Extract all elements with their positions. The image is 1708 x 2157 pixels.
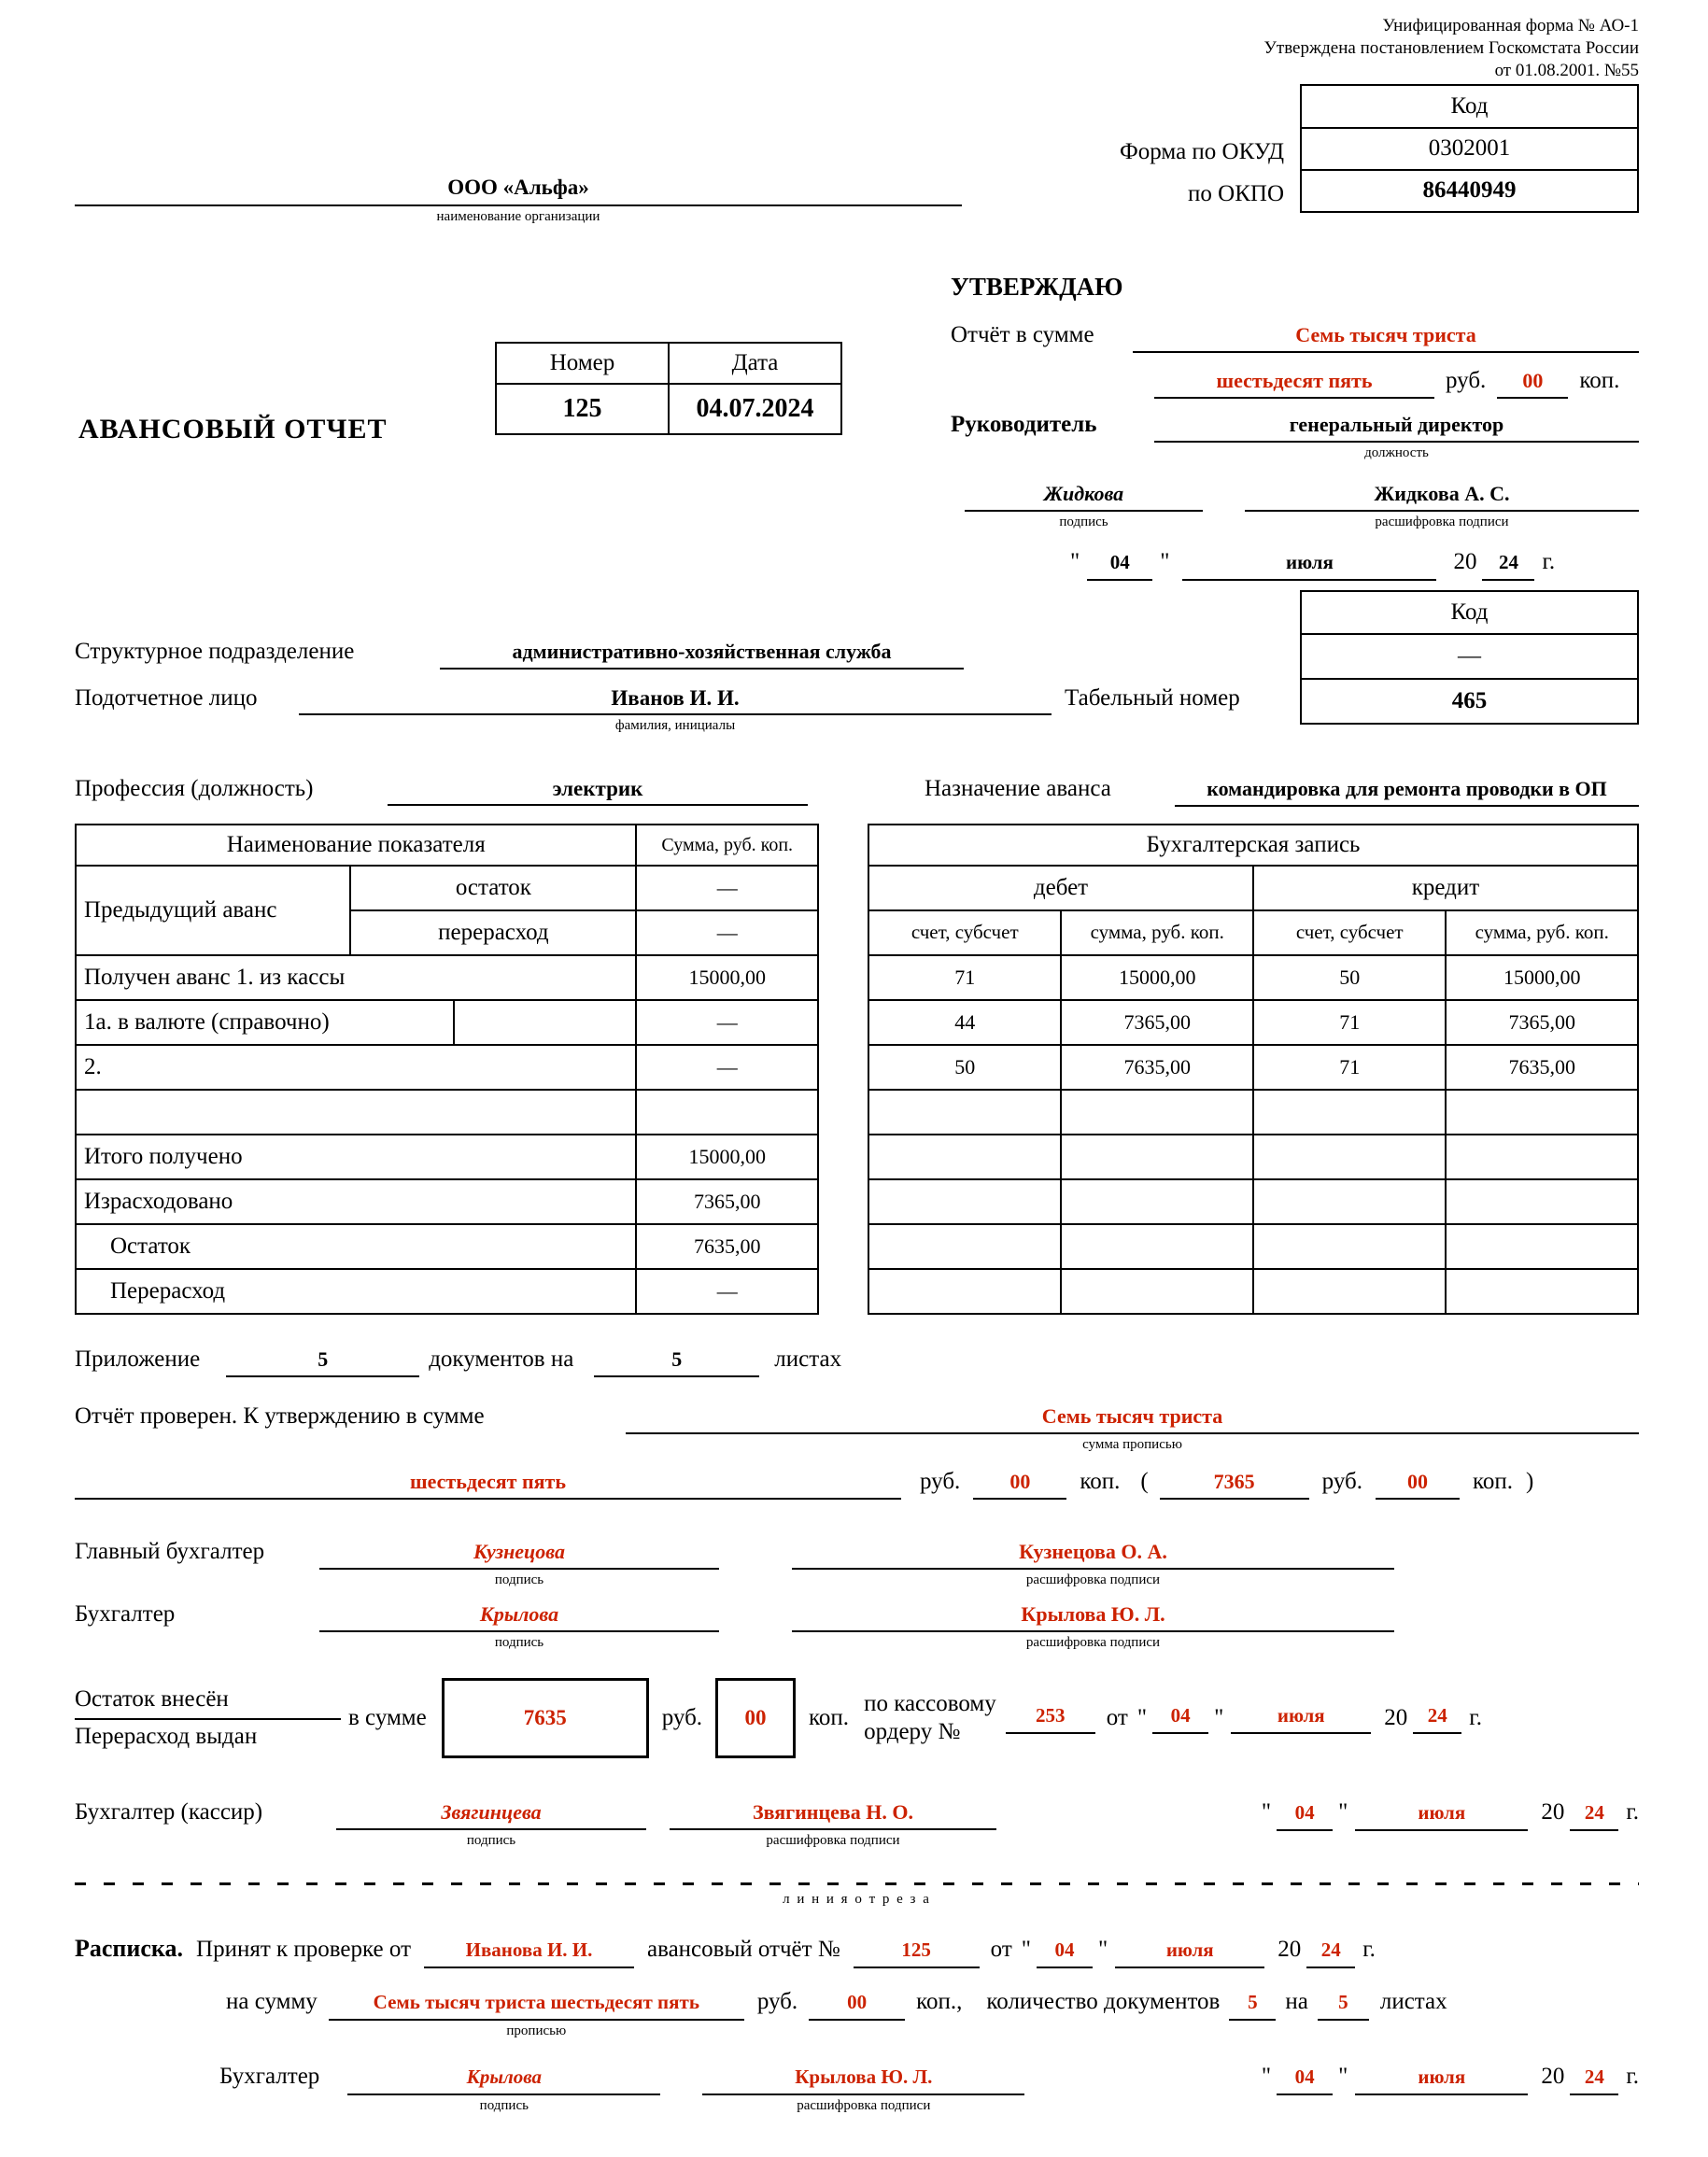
entry-row: 71 15000,00 50 15000,00 (868, 955, 1638, 1000)
okud-label: Форма по ОКУД (1120, 138, 1284, 164)
approve-month: июля (1182, 550, 1436, 581)
fullname-caption: расшифровка подписи (1025, 1634, 1161, 1650)
person-value: Иванов И. И. (299, 684, 1052, 715)
overrun-issued-label: Перерасход выдан (75, 1724, 258, 1750)
quote-mark: " (1021, 1937, 1031, 1963)
kop-label: коп. (809, 1705, 850, 1731)
cashier-day: 04 (1277, 1800, 1333, 1831)
head-position-field (1154, 412, 1639, 463)
quote-mark: " (1261, 1799, 1272, 1826)
department-label: Структурное подразделение (75, 638, 355, 664)
chief-signature-field (319, 1539, 719, 1590)
row-value: 15000,00 (636, 955, 818, 1000)
row-value: 15000,00 (636, 1135, 818, 1179)
debit-account-header: счет, субсчет (868, 910, 1061, 955)
profession-value: электрик (388, 775, 808, 806)
form-meta (75, 15, 1639, 82)
number-header: Номер (496, 343, 669, 384)
in-sum-label: в сумме (348, 1705, 427, 1731)
accountant-signature-field (319, 1601, 719, 1653)
cash-order-label (864, 1690, 996, 1746)
table-row: Перерасход (76, 1269, 636, 1314)
cash-order-label-2: ордеру № (864, 1719, 961, 1745)
cashier-line (75, 1798, 1639, 1851)
table-row: 1а. в валюте (справочно) (76, 1000, 454, 1045)
rub-label: руб. (1321, 1469, 1362, 1495)
receipt-sum-label: на сумму (226, 1989, 318, 2015)
department-line (75, 637, 964, 670)
signature-caption: подпись (466, 1833, 516, 1849)
balance-line (75, 1678, 1639, 1758)
cashier-month: июля (1355, 1800, 1528, 1831)
page-title: АВАНСОВЫЙ ОТЧЕТ (78, 413, 388, 444)
prev-rest-value: — (636, 866, 818, 910)
approve-sum-words-1: Семь тысяч триста (1133, 322, 1639, 353)
table-row: Итого получено (76, 1135, 636, 1179)
code-header: Код (1301, 85, 1638, 128)
department-value: административно-хозяйственная служба (440, 639, 964, 670)
year-prefix: 20 (1541, 2063, 1565, 2089)
cut-line-block (75, 1882, 1639, 1910)
purpose-label: Назначение аванса (925, 775, 1111, 801)
report-date: 04.07.2024 (669, 384, 841, 434)
row-value: — (636, 1000, 818, 1045)
profession-line (75, 774, 1639, 807)
cashier-fullname: Звягинцева Н. О. (670, 1799, 996, 1830)
rub-label: руб. (756, 1989, 798, 2015)
docs-label: документов на (429, 1346, 574, 1372)
chief-fullname: Кузнецова О. А. (792, 1539, 1394, 1570)
entry-row (868, 1090, 1638, 1135)
number-date-table (495, 342, 842, 435)
table-row (76, 1090, 636, 1135)
fullname-caption: расшифровка подписи (797, 2097, 931, 2113)
from-label: от (1106, 1705, 1128, 1731)
report-ref-label: авансовый отчёт № (647, 1937, 840, 1963)
cut-line (75, 1882, 1639, 1885)
fullname-caption: расшифровка подписи (766, 1833, 900, 1849)
cashier-signature: Звягинцева (336, 1799, 646, 1830)
balance-year: 24 (1413, 1703, 1461, 1734)
words-caption: прописью (506, 2023, 567, 2039)
quote-mark: " (1160, 548, 1170, 574)
paren-close: ) (1525, 1469, 1534, 1495)
balance-sum-box: 7635 (442, 1678, 649, 1758)
date-header: Дата (669, 343, 841, 384)
verified-label: Отчёт проверен. К утверждению в сумме (75, 1403, 485, 1429)
report-number: 125 (496, 384, 669, 434)
purpose-value: командировка для ремонта проводки в ОП (1175, 776, 1639, 807)
cashier-year: 24 (1570, 1800, 1618, 1831)
code-table-2 (1300, 590, 1639, 725)
receipt-sheets-count: 5 (1318, 1990, 1369, 2021)
okpo-value: 86440949 (1301, 170, 1638, 212)
okud-value: 0302001 (1301, 128, 1638, 170)
department-code: — (1301, 634, 1638, 679)
quote-mark: " (1338, 2063, 1348, 2089)
person-line (75, 684, 1302, 736)
head-signature-field (965, 481, 1203, 532)
quote-mark: " (1098, 1937, 1108, 1963)
receipt-accountant-label: Бухгалтер (219, 2063, 320, 2089)
receipt-year: 24 (1306, 1938, 1355, 1968)
chief-fullname-field (792, 1539, 1394, 1590)
advance-amounts-table (75, 824, 819, 1315)
position-caption: должность (1364, 444, 1429, 460)
entry-row (868, 1224, 1638, 1269)
kop-label: коп. (1080, 1469, 1121, 1495)
prev-advance-label: Предыдущий аванс (76, 866, 350, 955)
receipt-fullname: Крылова Ю. Л. (702, 2065, 1024, 2095)
profession-label: Профессия (должность) (75, 775, 314, 801)
receipt-acc-year: 24 (1570, 2065, 1618, 2095)
entry-row (868, 1269, 1638, 1314)
amounts-sum-header: Сумма, руб. коп. (636, 825, 818, 866)
receipt-acc-month: июля (1355, 2065, 1528, 2095)
row-value: 7635,00 (636, 1224, 818, 1269)
year-suffix: г. (1626, 2063, 1639, 2089)
sheets-label: листах (1379, 1989, 1447, 2015)
accountant-fullname-field (792, 1601, 1394, 1653)
paren-open: ( (1140, 1469, 1149, 1495)
approve-kop-value: 00 (1497, 368, 1568, 399)
signature-caption: подпись (494, 1634, 544, 1650)
head-fullname: Жидкова А. С. (1245, 481, 1639, 512)
accountant-signature: Крылова (319, 1601, 719, 1632)
accounting-entries-table (868, 824, 1639, 1315)
year-suffix: г. (1469, 1705, 1482, 1731)
receipt-month: июля (1115, 1938, 1264, 1968)
year-prefix: 20 (1277, 1937, 1302, 1963)
meta-line-1: Унифицированная форма № АО-1 (1382, 16, 1639, 35)
signature-caption: подпись (494, 1572, 544, 1588)
kop-label: коп. (1579, 367, 1620, 393)
year-prefix: 20 (1384, 1705, 1408, 1731)
receipt-signature-field (347, 2065, 660, 2116)
quote-mark: " (1070, 548, 1080, 574)
verified-sum-words-field (626, 1403, 1639, 1455)
organization-name: ООО «Альфа» (75, 174, 962, 206)
entry-row: 44 7365,00 71 7365,00 (868, 1000, 1638, 1045)
tab-number-value: 465 (1301, 679, 1638, 724)
accountant-line (75, 1600, 1639, 1653)
receipt-report-number: 125 (854, 1938, 980, 1968)
okpo-label: по ОКПО (1188, 180, 1284, 206)
entry-row (868, 1135, 1638, 1179)
table-row: Израсходовано (76, 1179, 636, 1224)
credit-sum-header: сумма, руб. коп. (1446, 910, 1638, 955)
person-field (299, 684, 1052, 736)
tab-number-label: Табельный номер (1065, 684, 1240, 711)
receipt-day: 04 (1037, 1938, 1093, 1968)
rub-label: руб. (920, 1469, 961, 1495)
verified-line-2 (75, 1467, 1639, 1500)
receipt-line-3 (219, 2062, 1639, 2116)
balance-labels (75, 1685, 341, 1753)
signature-caption: подпись (479, 2097, 529, 2113)
debit-sum-header: сумма, руб. коп. (1061, 910, 1253, 955)
chief-accountant-label: Главный бухгалтер (75, 1539, 265, 1565)
quote-mark: " (1261, 2063, 1272, 2089)
sum-words-caption: сумма прописью (1082, 1436, 1182, 1452)
verified-sum-words-2: шестьдесят пять (75, 1469, 901, 1500)
quote-mark: " (1136, 1705, 1148, 1731)
receipt-kop-label: коп., (916, 1989, 963, 2015)
credit-account-header: счет, субсчет (1253, 910, 1446, 955)
sheets-label: листах (774, 1346, 842, 1372)
approve-title: УТВЕРЖДАЮ (951, 272, 1123, 301)
rest-paid-label: Остаток внесён (75, 1685, 341, 1721)
year-suffix: г. (1362, 1937, 1376, 1963)
year-suffix: г. (1542, 548, 1556, 574)
year-prefix: 20 (1541, 1799, 1565, 1826)
empty-cell (454, 1000, 636, 1045)
department-section (75, 590, 1639, 754)
cashier-label: Бухгалтер (кассир) (75, 1799, 263, 1826)
attachment-line (75, 1345, 1639, 1377)
code-table (1300, 84, 1639, 213)
rub-label: руб. (661, 1705, 703, 1731)
verified-sum-digits: 7365 (1160, 1469, 1309, 1500)
head-fullname-field (1245, 481, 1639, 532)
code-header-2: Код (1301, 591, 1638, 634)
accepted-label: Принят к проверке от (196, 1937, 411, 1963)
receipt-title: Расписка. (75, 1935, 184, 1963)
rub-label: руб. (1446, 367, 1487, 393)
person-label: Подотчетное лицо (75, 684, 258, 711)
balance-month: июля (1231, 1703, 1371, 1734)
kop-label: коп. (1472, 1469, 1513, 1495)
balance-kop-box: 00 (715, 1678, 796, 1758)
organization-block (75, 174, 962, 226)
person-caption: фамилия, инициалы (614, 717, 736, 733)
cash-order-label-1: по кассовому (864, 1691, 996, 1717)
chief-signature: Кузнецова (319, 1539, 719, 1570)
cashier-fullname-field (670, 1799, 996, 1851)
amounts-name-header: Наименование показателя (76, 825, 636, 866)
receipt-sum-words-field (329, 1990, 744, 2041)
codes-row (75, 84, 1639, 233)
entry-row: 50 7635,00 71 7635,00 (868, 1045, 1638, 1090)
prev-rest-label: остаток (350, 866, 636, 910)
entry-row (868, 1179, 1638, 1224)
approve-section (75, 271, 1639, 581)
cut-line-caption: л и н и я о т р е з а (783, 1891, 931, 1907)
fullname-caption: расшифровка подписи (1025, 1572, 1161, 1588)
docs-count: 5 (226, 1346, 419, 1377)
row-value: — (636, 1269, 818, 1314)
table-row: 2. (76, 1045, 636, 1090)
cash-order-number: 253 (1006, 1703, 1095, 1734)
receipt-fullname-field (702, 2065, 1024, 2116)
prev-over-label: перерасход (350, 910, 636, 955)
organization-caption: наименование организации (436, 208, 600, 224)
docs-count-label: количество документов (986, 1989, 1221, 2015)
verified-kop-2: 00 (1376, 1469, 1460, 1500)
head-signature: Жидкова (965, 481, 1203, 512)
quote-mark: " (1338, 1799, 1348, 1826)
approve-sum-words-2: шестьдесят пять (1154, 368, 1434, 399)
cashier-signature-field (336, 1799, 646, 1851)
meta-line-3: от 01.08.2001. №55 (1494, 60, 1639, 80)
row-value: — (636, 1045, 818, 1090)
head-label: Руководитель (951, 411, 1097, 437)
debit-header: дебет (868, 866, 1253, 910)
approve-day: 04 (1087, 550, 1152, 581)
receipt-line-2 (226, 1987, 1639, 2041)
verified-sum-words-1: Семь тысяч триста (626, 1403, 1639, 1434)
approve-year: 24 (1482, 550, 1534, 581)
receipt-person: Иванова И. И. (424, 1938, 634, 1968)
table-row: Остаток (76, 1224, 636, 1269)
receipt-docs-count: 5 (1229, 1990, 1276, 2021)
receipt-line-1 (75, 1933, 1639, 1968)
prev-over-value: — (636, 910, 818, 955)
receipt-signature: Крылова (347, 2065, 660, 2095)
row-value: 7365,00 (636, 1179, 818, 1224)
accountant-fullname: Крылова Ю. Л. (792, 1601, 1394, 1632)
credit-header: кредит (1253, 866, 1638, 910)
verified-kop-1: 00 (973, 1469, 1066, 1500)
balance-day: 04 (1152, 1703, 1208, 1734)
table-row: Получен аванс 1. из кассы (76, 955, 636, 1000)
sheets-count: 5 (594, 1346, 759, 1377)
from-label: от (990, 1937, 1012, 1963)
accounting-title: Бухгалтерская запись (868, 825, 1638, 866)
receipt-acc-day: 04 (1277, 2065, 1333, 2095)
attachment-label: Приложение (75, 1346, 201, 1372)
approve-sum-label: Отчёт в сумме (951, 321, 1094, 347)
approve-block (951, 271, 1639, 581)
fullname-caption: расшифровка подписи (1375, 515, 1509, 530)
signature-caption: подпись (1059, 515, 1108, 530)
receipt-sum-words: Семь тысяч триста шестьдесят пять (329, 1990, 744, 2021)
head-position-value: генеральный директор (1154, 412, 1639, 443)
year-suffix: г. (1626, 1799, 1639, 1826)
chief-accountant-line (75, 1537, 1639, 1590)
accountant-label: Бухгалтер (75, 1600, 176, 1627)
year-prefix: 20 (1453, 548, 1477, 574)
meta-line-2: Утверждена постановлением Госкомстата России (1263, 37, 1639, 58)
tables-section (75, 824, 1639, 1315)
quote-mark: " (1214, 1705, 1224, 1731)
on-label: на (1285, 1989, 1308, 2015)
receipt-kop-value: 00 (809, 1990, 905, 2021)
verified-line-1 (75, 1402, 1639, 1455)
row-value (636, 1090, 818, 1135)
